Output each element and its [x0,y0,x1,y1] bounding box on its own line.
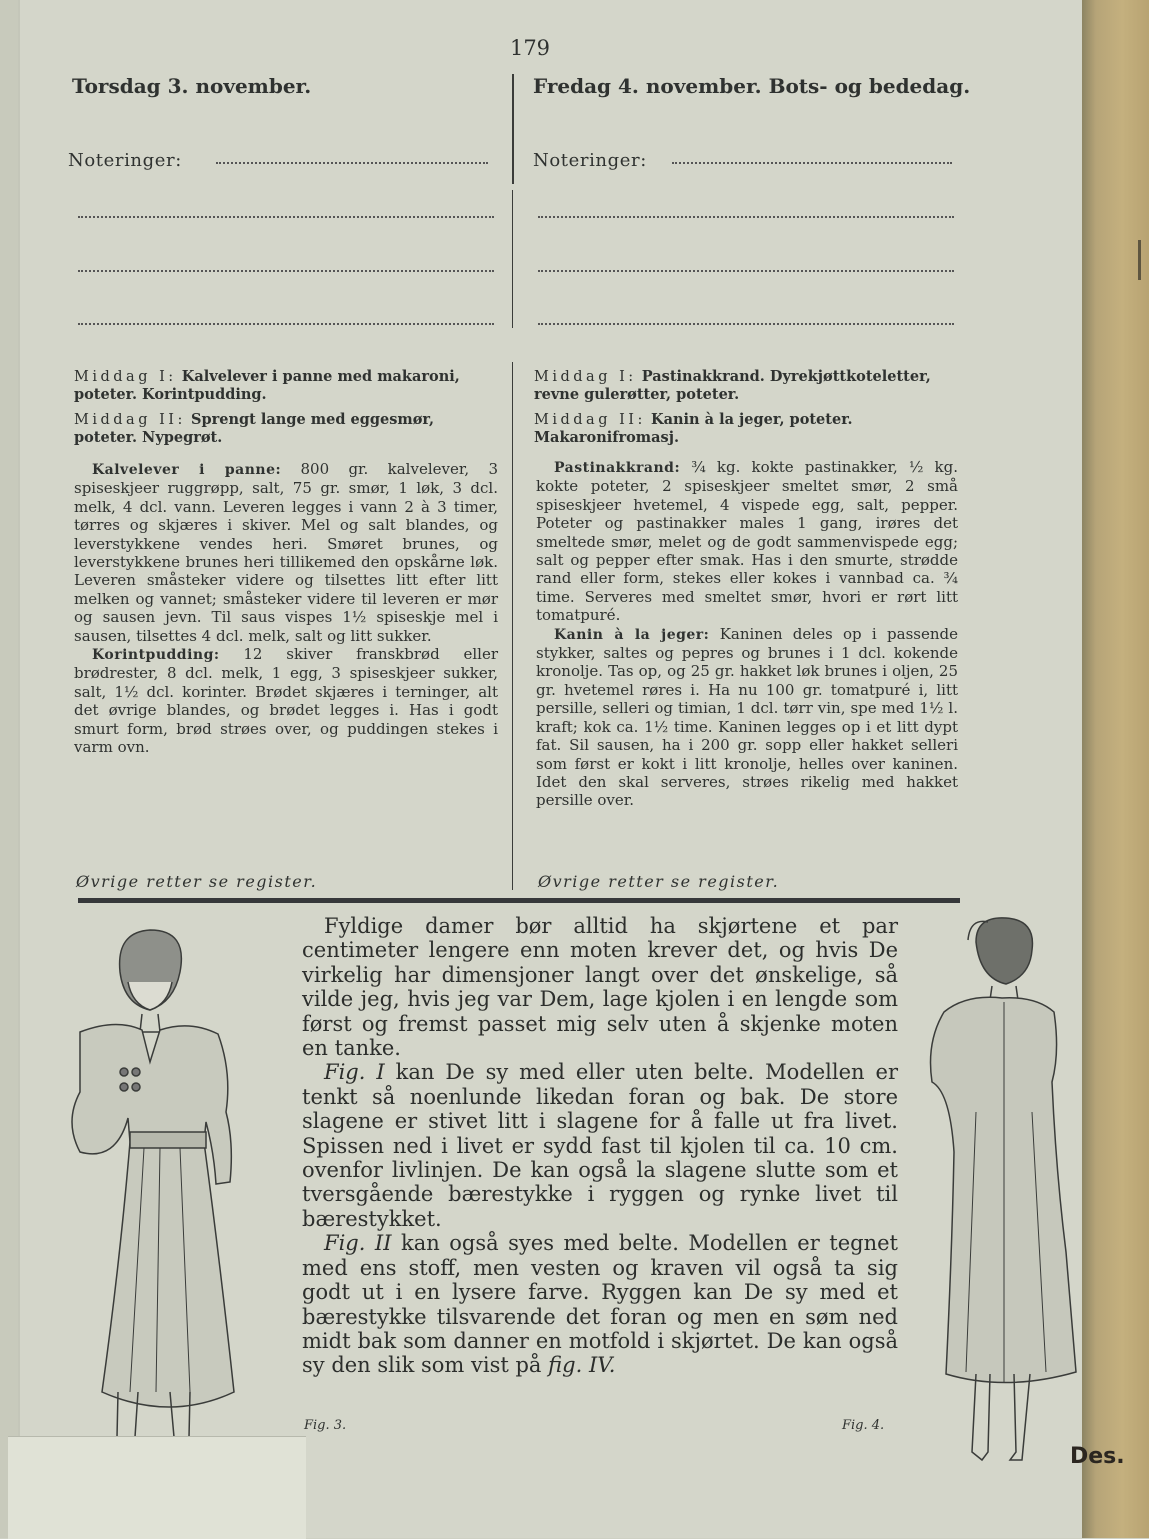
column-separator [512,362,513,890]
article-text: kan De sy med eller uten belte. Modellen er tenkt så noenlunde likedan foran og bak. De store slagene er stivet litt i slagene for å falle ut fra livet. Spissen ned i livet er sydd fast til kjolen til ca. 10 cm. ovenfor livlinjen. De kan også la slagene slutte som et tversgående bærestykke i ryggen og rynke livet til bærestykket. [302,1060,898,1231]
meal-label: Middag I: [74,369,177,385]
left-meal-1 [74,368,500,404]
edge-mark [1138,240,1141,280]
article-paragraph: Fyldige damer bør alltid ha skjørtene et par centimeter lengere enn moten krever det, og hvis De virkelig har dimensjoner langt over det ønskelige, så vilde jeg, hvis jeg var Dem, lage kjolen i en lengde som først og fremst passet mig selv uten å skjenke moten en tanke. [302,914,898,1061]
fig-reference: fig. IV. [548,1353,616,1378]
left-notes-label: Noteringer: [68,150,182,171]
right-notes-line[interactable] [538,216,954,218]
meal-label: Middag II: [74,412,186,428]
meal-text: Kanin à la jeger, poteter. Makaronifromasj. [534,411,853,446]
right-day-heading: Fredag 4. november. Bots- og bededag. [533,74,971,98]
article-paragraph [302,1060,898,1231]
fig-reference: Fig. II [324,1231,392,1256]
recipe-paragraph [536,458,958,625]
section-rule [78,898,960,903]
right-meal-2 [534,411,960,447]
recipe-text: ¾ kg. kokte pastinakker, ½ kg. kokte poteter, 2 spiseskjeer smeltet smør, 2 små spiseskjeer hvetemel, 4 vispede egg, salt, pepper. Poteter og pastinakker males 1 gang, irøres det smeltede smør, melet og de godt sammenvispede egg; salt og pepper efter smak. Has i den smurte, strødde rand eller form, stekes eller kokes i vannbad ca. ¾ time. Serveres med smeltet smør, hvori er rørt litt tomatpuré. [536,458,958,625]
right-footer-note: Øvrige retter se register. [538,872,780,891]
page-edge-tab [1082,0,1149,1538]
meal-text: Kalvelever i panne med makaroni, poteter. Korintpudding. [74,368,460,403]
left-notes-line[interactable] [78,270,494,272]
right-recipes [536,458,958,810]
recipe-title: Kalvelever i panne: [92,462,282,478]
recipe-text: 12 skiver franskbrød eller brødrester, 8 dcl. melk, 1 egg, 3 spiseskjeer sukker, salt, 1½ dcl. korinter. Brødet skjæres i terninger, alt det øvrige blandes, og brødet legges i. Has i godt smurt form, brød strøes over, og puddingen stekes i varm ovn. [74,645,498,757]
fig-reference: Fig. I [324,1060,385,1085]
fig-4-dress-illustration [906,912,1078,1472]
paper-patch [8,1436,306,1539]
recipe-paragraph [74,460,498,645]
fig-3-caption: Fig. 3. [304,1418,347,1433]
meal-label: Middag II: [534,412,646,428]
right-notes-line[interactable] [672,162,952,164]
meal-label: Middag I: [534,369,637,385]
article-paragraph [302,1231,898,1377]
recipe-paragraph [536,625,958,810]
recipe-title: Korintpudding: [92,647,220,664]
left-day-heading: Torsdag 3. november. [72,74,312,98]
meal-text: Sprengt lange med eggesmør, poteter. Nypegrøt. [74,411,435,446]
left-meal-2 [74,411,500,447]
recipe-paragraph [74,645,498,756]
binding-strip [0,0,20,1538]
right-notes-line[interactable] [538,270,954,272]
column-separator [512,74,514,184]
page-number: 179 [509,36,551,60]
recipe-title: Kanin à la jeger: [554,626,710,643]
left-recipes [74,460,498,757]
recipe-title: Pastinakkrand: [554,460,681,476]
left-notes-line[interactable] [78,323,494,325]
left-notes-line[interactable] [78,216,494,218]
column-separator [512,190,513,328]
month-tab-label[interactable]: Des. [1070,1444,1125,1469]
right-meal-1 [534,368,960,404]
right-notes-line[interactable] [538,323,954,325]
left-footer-note: Øvrige retter se register. [76,872,318,891]
meal-text: Pastinakkrand. Dyrekjøttkoteletter, revne gulerøtter, poteter. [534,368,931,403]
left-notes-line[interactable] [216,162,488,164]
article-text: kan også syes med belte. Modellen er tegnet med ens stoff, men vesten og kraven vil også ta sig godt ut i en lysere farve. Ryggen kan De sy med et bærestykke tilsvarende det foran og men en søm ned midt bak som danner en motfold i skjørtet. De kan også sy den slik som vist på [302,1231,898,1378]
recipe-text: Kaninen deles op i passende stykker, saltes og pepres og brunes i 1 dcl. kokende kronolje. Tas op, og 25 gr. hakket løk brunes i oljen, 25 gr. hvetemel røres i. Ha nu 100 gr. tomatpuré i, litt persille, selleri og timian, 1 dcl. tørr vin, spe med 1½ l. kraft; kok ca. 1½ time. Kaninen legges op i et litt dypt fat. Sil sausen, ha i 200 gr. sopp eller hakket selleri som først er kokt i litt kronolje, helles over kaninen. Idet den skal serveres, strøes rikelig med hakket persille over. [536,624,958,810]
right-notes-label: Noteringer: [533,150,647,171]
fashion-article [302,914,898,1378]
fig-4-caption: Fig. 4. [842,1418,885,1433]
recipe-text: 800 gr. kalvelever, 3 spiseskjeer ruggrøpp, salt, 75 gr. smør, 1 løk, 3 dcl. melk, 4 dcl. vann. Leveren legges i vann 2 à 3 timer, tørres og skjæres i skiver. Mel og salt blandes, og leverstykkene vendes heri. Smøret brunes, og leverstykkene brunes heri tillikemed den opskårne løk. Leveren småsteker videre og tilsettes litt efter litt melken og vannet; småsteker videre til leveren er mør og sausen jevn. Til saus vispes 1½ spiseskje mel i sausen, tilsettes 4 dcl. melk, salt og litt sukker. [74,460,498,645]
